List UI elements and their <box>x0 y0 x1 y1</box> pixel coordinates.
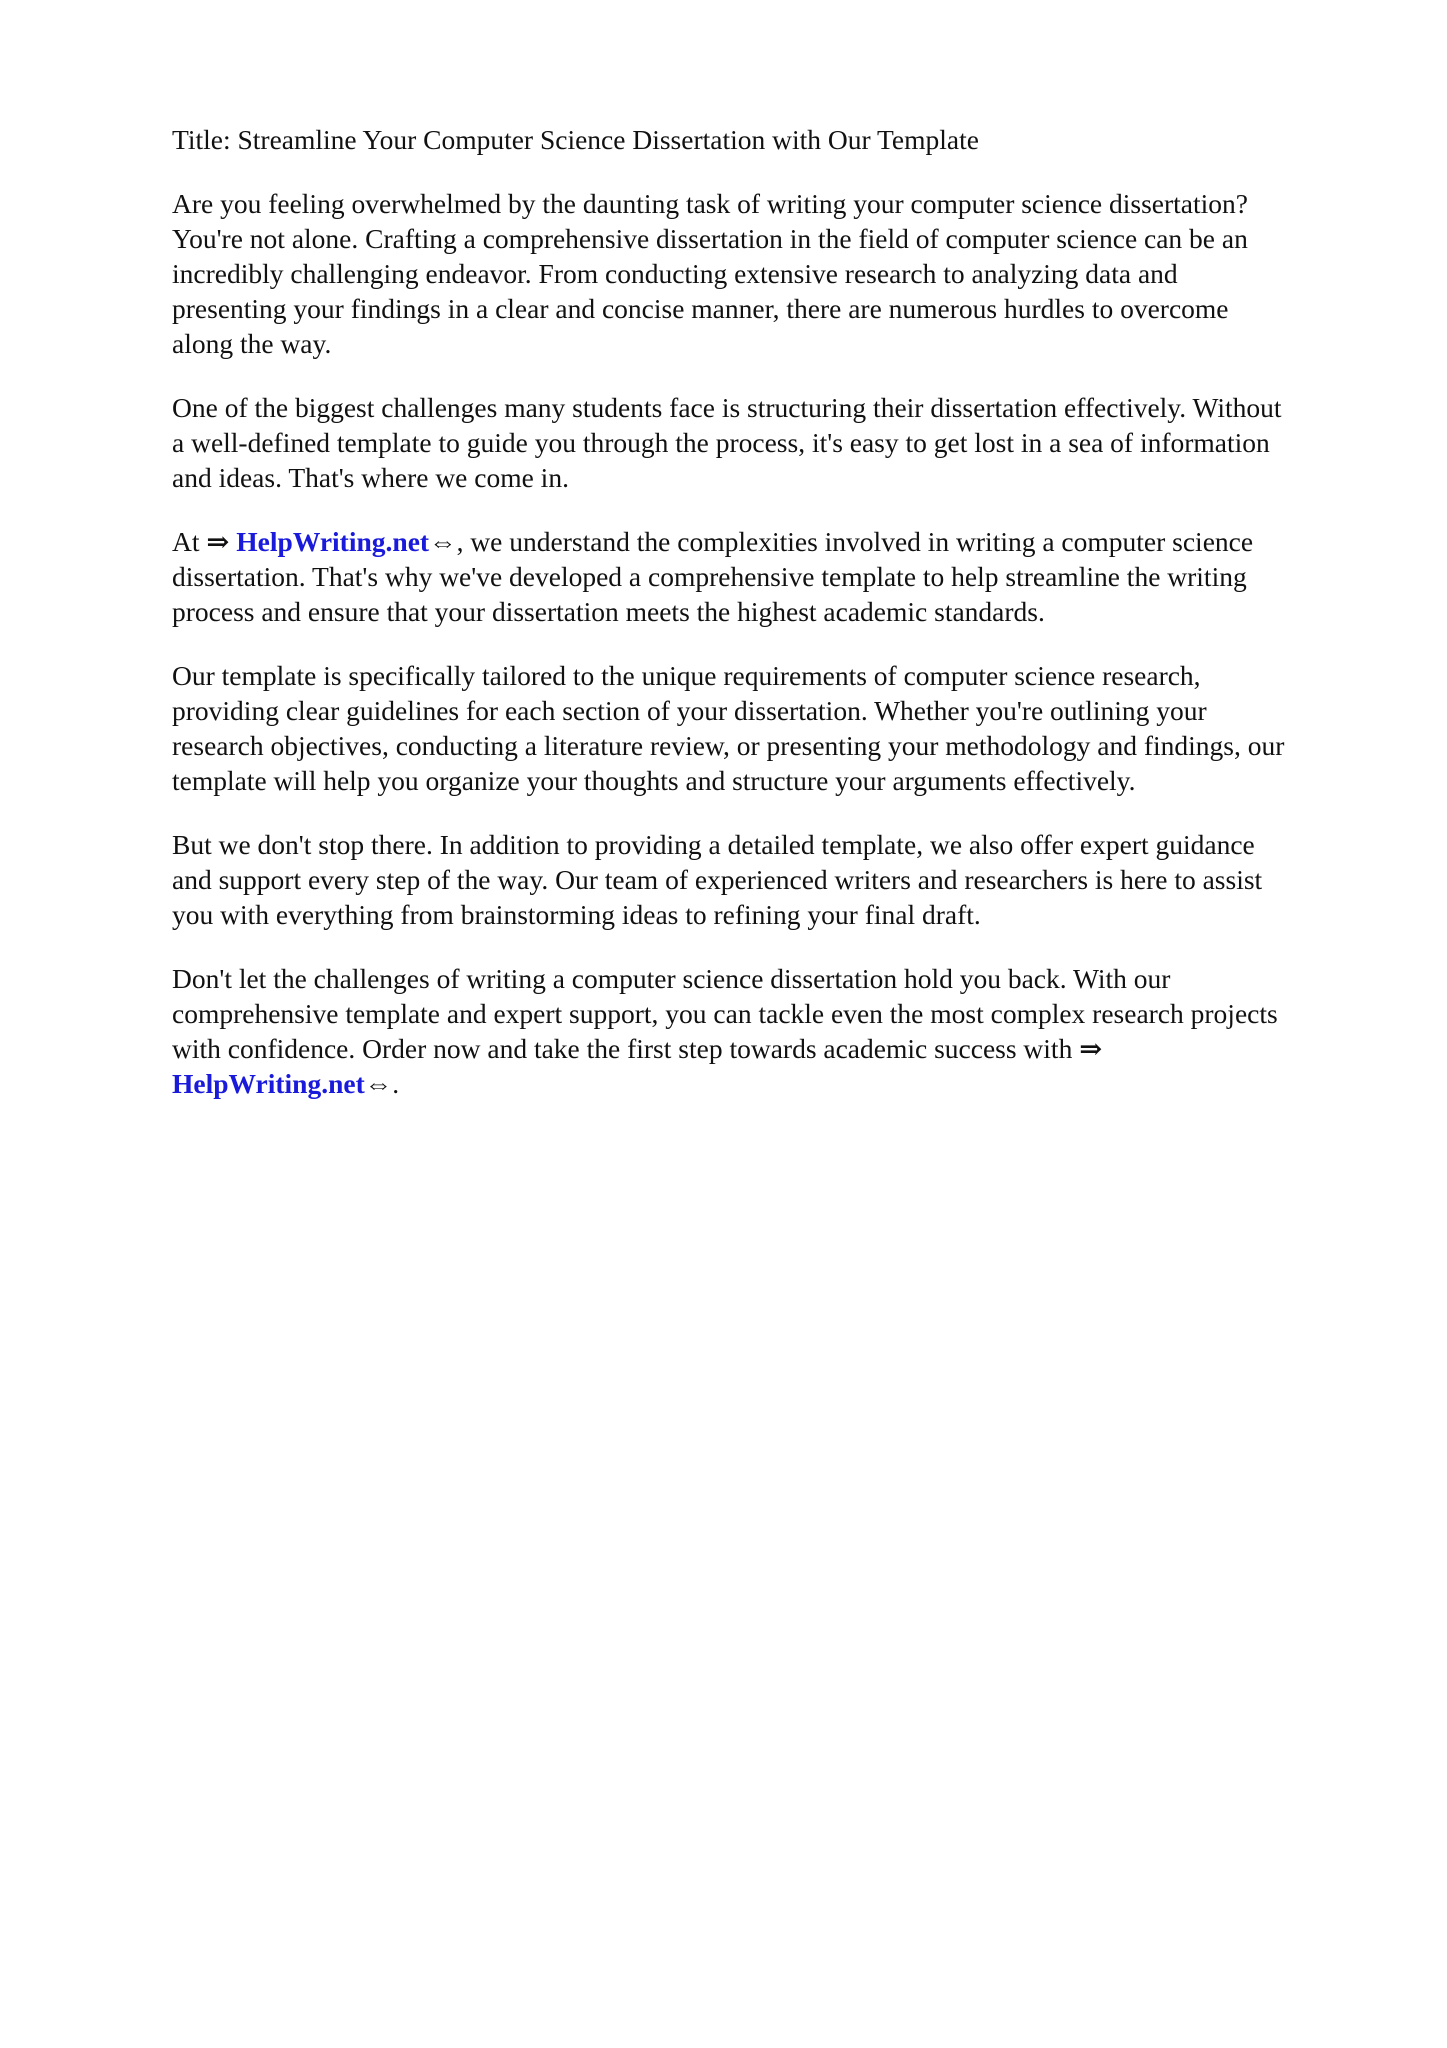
arrow-both-icon: ⇔ <box>364 1068 393 1099</box>
arrow-both-icon: ⇔ <box>429 526 457 557</box>
text-line: and ideas. That's where we come in. <box>172 462 569 493</box>
paragraph <box>172 390 1372 495</box>
text-line: But we don't stop there. In addition to providing a detailed template, we also offer expert guidance <box>172 829 1255 860</box>
document-title: Title: Streamline Your Computer Science Dissertation with Our Template <box>172 124 979 155</box>
arrow-right-icon: ⇒ <box>1079 1033 1103 1064</box>
helpwriting-link[interactable]: HelpWriting.net <box>172 1068 365 1099</box>
text-line: One of the biggest challenges many students face is structuring their dissertation effectively. Without <box>172 392 1282 423</box>
text-line: along the way. <box>172 328 332 359</box>
text-line: You're not alone. Crafting a comprehensive dissertation in the field of computer science can be an <box>172 223 1248 254</box>
text-line: you with everything from brainstorming ideas to refining your final draft. <box>172 899 981 930</box>
text-line: a well-defined template to guide you through the process, it's easy to get lost in a sea of information <box>172 427 1270 458</box>
paragraph <box>172 658 1372 798</box>
body-paragraphs <box>172 658 1372 932</box>
text-line: research objectives, conducting a literature review, or presenting your methodology and findings, our <box>172 730 1285 761</box>
text-line: presenting your findings in a clear and concise manner, there are numerous hurdles to overcome <box>172 293 1229 324</box>
helpwriting-link[interactable]: HelpWriting.net <box>236 526 430 557</box>
intro-paragraphs <box>172 186 1372 495</box>
document-page <box>172 122 1372 1130</box>
text-line: template will help you organize your thoughts and structure your arguments effectively. <box>172 765 1136 796</box>
arrow-right-icon: ⇒ <box>206 526 230 557</box>
text-line: Our template is specifically tailored to the unique requirements of computer science research, <box>172 660 1201 691</box>
paragraph <box>172 827 1372 932</box>
text-line: incredibly challenging endeavor. From conducting extensive research to analyzing data and <box>172 258 1178 289</box>
link-paragraph: At ⇒ HelpWriting.net⇔, we understand the complexities involved in writing a computer science dissertation. That's why we've developed a comprehensive template to help streamline the writing process and ensure that your dissertation meets the highest academic standards. <box>172 526 1254 627</box>
text-line: Are you feeling overwhelmed by the daunting task of writing your computer science dissertation? <box>172 188 1249 219</box>
text-line: and support every step of the way. Our team of experienced writers and researchers is here to assist <box>172 864 1263 895</box>
closing-paragraph: Don't let the challenges of writing a computer science dissertation hold you back. With our comprehensive template and expert support, you can tackle even the most complex research projects with confidence. Order now and take the first step towards academic success with ⇒ HelpWriting.net⇔. <box>172 963 1278 1099</box>
paragraph <box>172 186 1372 361</box>
text-line: providing clear guidelines for each section of your dissertation. Whether you're outlining your <box>172 695 1207 726</box>
